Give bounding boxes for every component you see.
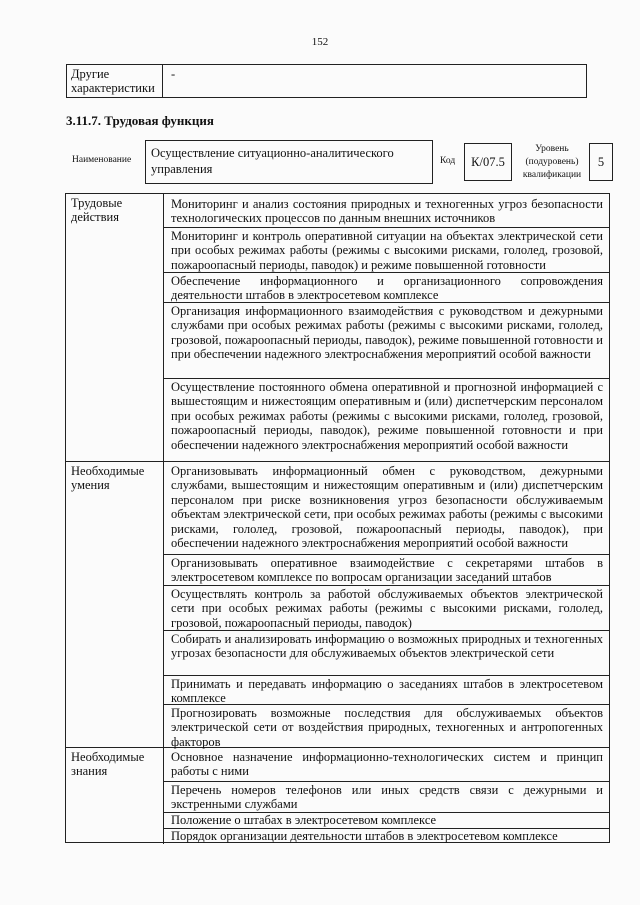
- action-item: Мониторинг и анализ состояния природных и техногенных угроз безопасности технологических процессов по данным внешних источников: [171, 197, 603, 226]
- row-divider: [164, 704, 609, 705]
- code-value: К/07.5: [464, 143, 512, 181]
- action-item: Осуществление постоянного обмена оперативной и прогнозной информацией с вышестоящим и нижестоящим оперативным и (или) диспетчерским персоналом при особых режимах работы (режимы с высокими рисками, гололед, грозовой, пожароопасный периоды, паводок), режиме повышенной готовности и при обеспечении надежного электроснабжения мероприятий особой важности: [171, 380, 603, 452]
- category-label: Трудовые действия: [71, 196, 123, 224]
- knowledge-item: Основное назначение информационно-технологических систем и принцип работы с ними: [171, 750, 603, 779]
- code-label: Код: [440, 156, 456, 166]
- category-divider: [66, 461, 609, 462]
- category-knowledge: [66, 747, 164, 844]
- row-divider: [164, 302, 609, 303]
- skill-item: Принимать и передавать информацию о заседаниях штабов в электросетевом комплексе: [171, 677, 603, 706]
- qualification-level-value: 5: [589, 143, 613, 181]
- other-characteristics-table: [66, 64, 587, 98]
- row-divider: [164, 585, 609, 586]
- knowledge-item: Положение о штабах в электросетевом комплексе: [171, 813, 437, 827]
- skill-item: Прогнозировать возможные последствия для обслуживаемых объектов электрической сети от воздействия природных, техногенных и антропогенных факторов: [171, 706, 603, 749]
- category-skills: [66, 461, 164, 747]
- skill-item: Осуществлять контроль за работой обслуживаемых объектов электрической сети при особых режимах работы (режимы с высокими рисками, гололед, грозовой, пожароопасный периоды, паводок): [171, 587, 603, 630]
- skill-item: Организовывать информационный обмен с руководством, дежурными службами, вышестоящим и нижестоящим оперативным и (или) диспетчерским персоналом при риске возникновения угроз безопасности обслуживаемым объектам электрической сети, при особых режимах работы (режимы с высокими рисками, гололед, грозовой, пожароопасный периоды, паводок), при обеспечении надежного электроснабжения мероприятий особой важности: [171, 464, 603, 551]
- row-divider: [164, 554, 609, 555]
- labor-function-table: [65, 193, 610, 843]
- category-label: Необходимые знания: [71, 750, 145, 778]
- name-label: Наименование: [72, 155, 132, 165]
- skill-item: Организовывать оперативное взаимодействие с секретарями штабов в электросетевом комплексе по вопросам организации заседаний штабов: [171, 556, 603, 585]
- other-characteristics-value: -: [171, 67, 176, 81]
- skill-item: Собирать и анализировать информацию о возможных природных и техногенных угрозах безопасности для обслуживаемых объектов электрической сети: [171, 632, 603, 661]
- page-number: 152: [311, 36, 329, 48]
- action-item: Мониторинг и контроль оперативной ситуации на объектах электрической сети при особых режимах работы (режимы с высокими рисками, гололед, грозовой, пожароопасный периоды, паводок) и режиме повышенной готовности: [171, 229, 603, 272]
- row-divider: [164, 781, 609, 782]
- knowledge-item: Порядок организации деятельности штабов в электросетевом комплексе: [171, 829, 558, 843]
- knowledge-item: Перечень номеров телефонов или иных средств связи с дежурными и экстренными службами: [171, 783, 603, 812]
- category-actions: [66, 194, 164, 461]
- action-item: Организация информационного взаимодействия с руководством и дежурными службами при особых режимах работы (режимы с высокими рисками, гололед, грозовой, пожароопасный периоды, паводок), режиме повышенной готовности и при обеспечении надежного электроснабжения мероприятий особой важности: [171, 304, 603, 362]
- function-name: Осуществление ситуационно-аналитического управления: [145, 140, 433, 184]
- qualification-level-label: Уровень (подуровень) квалификации: [522, 144, 582, 180]
- row-divider: [164, 272, 609, 273]
- section-heading: 3.11.7. Трудовая функция: [66, 113, 214, 128]
- action-item: Обеспечение информационного и организационного сопровождения деятельности штабов в электросетевом комплексе: [171, 274, 603, 303]
- row-divider: [164, 675, 609, 676]
- row-divider: [164, 378, 609, 379]
- row-divider: [164, 630, 609, 631]
- other-characteristics-label: Другие характеристики: [67, 65, 163, 97]
- category-label: Необходимые умения: [71, 464, 145, 492]
- row-divider: [164, 227, 609, 228]
